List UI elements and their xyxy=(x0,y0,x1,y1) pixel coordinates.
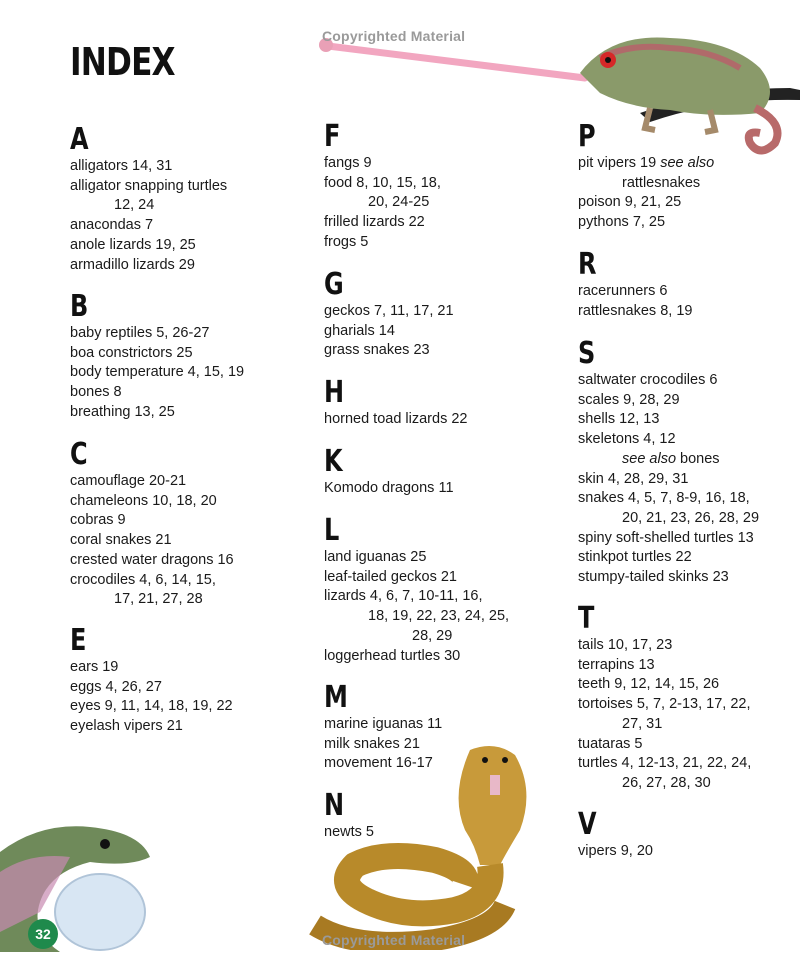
index-entry: fangs 9 xyxy=(324,155,372,171)
index-entry xyxy=(578,489,759,528)
index-entry xyxy=(324,174,441,213)
section-letter: L xyxy=(324,513,340,548)
index-entry: pythons 7, 25 xyxy=(578,214,666,231)
index-section-s xyxy=(578,336,760,588)
index-entry: alligators 14, 31 xyxy=(70,158,173,174)
see-also-note: see also xyxy=(660,155,715,171)
index-entry: armadillo lizards 29 xyxy=(70,256,195,273)
index-entry: Komodo dragons 11 xyxy=(324,480,454,496)
index-entry: ears 19 xyxy=(70,659,119,675)
index-entry xyxy=(578,430,759,469)
index-entry xyxy=(70,571,234,610)
section-letter: B xyxy=(70,289,89,324)
index-entry: spiny soft-shelled turtles 13 xyxy=(578,529,754,546)
index-entry: grass snakes 23 xyxy=(324,342,430,359)
entry-continuation: 26, 27, 28, 30 xyxy=(622,774,711,791)
index-entry xyxy=(578,754,751,793)
section-letter: H xyxy=(324,375,345,410)
entry-text: crocodiles 4, 6, 14, 15, xyxy=(70,571,216,588)
index-entry: teeth 9, 12, 14, 15, 26 xyxy=(578,676,720,693)
index-entry: anole lizards 19, 25 xyxy=(70,236,196,253)
index-entry: land iguanas 25 xyxy=(324,549,427,565)
entry-text: lizards 4, 6, 7, 10-11, 16, xyxy=(324,588,483,605)
index-entry: saltwater crocodiles 6 xyxy=(578,372,718,388)
index-entry: loggerhead turtles 30 xyxy=(324,647,461,664)
index-entry: gharials 14 xyxy=(324,322,395,339)
index-entry: racerunners 6 xyxy=(578,283,668,299)
index-section-h xyxy=(324,375,468,430)
section-letter: P xyxy=(578,119,596,154)
index-entry: eyelash vipers 21 xyxy=(70,718,183,735)
index-section-b xyxy=(70,289,245,423)
page-number-badge: 32 xyxy=(28,919,58,949)
index-entry: breathing 13, 25 xyxy=(70,403,175,420)
section-letter: S xyxy=(578,336,596,371)
copyright-watermark-bottom: Copyrighted Material xyxy=(322,932,466,948)
entry-text: snakes 4, 5, 7, 8-9, 16, 18, xyxy=(578,490,750,507)
section-letter: M xyxy=(324,680,348,715)
index-section-k xyxy=(324,444,454,499)
index-entry: frilled lizards 22 xyxy=(324,214,425,231)
index-entry xyxy=(578,154,714,193)
index-entry: chameleons 10, 18, 20 xyxy=(70,492,217,509)
index-entry: horned toad lizards 22 xyxy=(324,411,468,427)
index-entry xyxy=(70,177,227,216)
index-entry: tails 10, 17, 23 xyxy=(578,637,673,653)
index-entry: milk snakes 21 xyxy=(324,735,420,752)
entry-text: food 8, 10, 15, 18, xyxy=(324,174,441,191)
index-section-m xyxy=(324,680,443,774)
entry-continuation xyxy=(578,450,759,470)
index-entry: eyes 9, 11, 14, 18, 19, 22 xyxy=(70,698,233,715)
index-entry: tuataras 5 xyxy=(578,735,643,752)
entry-continuation: 17, 21, 27, 28 xyxy=(114,591,203,608)
entry-continuation: 12, 24 xyxy=(114,197,155,214)
index-section-l xyxy=(324,513,510,666)
entry-continuation: 20, 21, 23, 26, 28, 29 xyxy=(622,509,760,526)
index-section-v xyxy=(578,807,653,862)
index-entry: bones 8 xyxy=(70,384,122,401)
index-entry: baby reptiles 5, 26-27 xyxy=(70,325,210,341)
copyright-watermark-top: Copyrighted Material xyxy=(322,28,466,44)
index-entry: anacondas 7 xyxy=(70,217,154,234)
index-section-a xyxy=(70,122,228,275)
section-letter: T xyxy=(578,601,595,636)
index-entry: terrapins 13 xyxy=(578,656,655,673)
index-section-e xyxy=(70,623,233,737)
index-entry: coral snakes 21 xyxy=(70,532,172,549)
index-entry: vipers 9, 20 xyxy=(578,843,653,859)
index-entry: movement 16-17 xyxy=(324,755,433,772)
entry-text: turtles 4, 12-13, 21, 22, 24, xyxy=(578,755,752,772)
index-entry: skin 4, 28, 29, 31 xyxy=(578,470,689,487)
index-entry: body temperature 4, 15, 19 xyxy=(70,364,245,381)
section-letter: K xyxy=(324,444,343,479)
section-letter: R xyxy=(578,247,597,282)
section-letter: N xyxy=(324,788,345,823)
entry-continuation: 28, 29 xyxy=(412,627,453,644)
section-letter: E xyxy=(70,623,87,658)
index-section-n xyxy=(324,788,374,843)
index-entry: frogs 5 xyxy=(324,233,369,250)
index-section-c xyxy=(70,437,234,610)
index-entry: marine iguanas 11 xyxy=(324,716,443,732)
index-entry: shells 12, 13 xyxy=(578,411,660,428)
index-entry: camouflage 20-21 xyxy=(70,473,187,489)
entry-text: alligator snapping turtles xyxy=(70,177,228,194)
index-entry: newts 5 xyxy=(324,824,374,840)
entry-continuation-text: bones xyxy=(676,450,720,467)
index-entry: scales 9, 28, 29 xyxy=(578,391,680,408)
entry-text: skeletons 4, 12 xyxy=(578,431,676,448)
index-section-r xyxy=(578,247,693,321)
entry-continuation: 27, 31 xyxy=(622,715,663,732)
entry-continuation: rattlesnakes xyxy=(622,174,701,191)
index-section-f xyxy=(324,119,441,253)
index-entry: boa constrictors 25 xyxy=(70,344,193,361)
entry-text: tortoises 5, 7, 2-13, 17, 22, xyxy=(578,696,751,713)
index-entry: cobras 9 xyxy=(70,512,126,529)
index-section-g xyxy=(324,267,454,361)
section-letter: V xyxy=(578,807,597,842)
index-entry: eggs 4, 26, 27 xyxy=(70,678,162,695)
index-entry xyxy=(324,587,509,646)
snake-egg-illustration xyxy=(0,812,160,952)
entry-continuation: 18, 19, 22, 23, 24, 25, xyxy=(368,608,510,625)
index-section-p xyxy=(578,119,715,233)
index-entry: geckos 7, 11, 17, 21 xyxy=(324,303,454,319)
index-entry: rattlesnakes 8, 19 xyxy=(578,302,693,319)
section-letter: G xyxy=(324,267,344,302)
index-entry: stinkpot turtles 22 xyxy=(578,549,692,566)
entry-continuation: 20, 24-25 xyxy=(368,194,430,211)
section-letter: F xyxy=(324,119,341,154)
index-entry: crested water dragons 16 xyxy=(70,551,234,568)
index-entry: leaf-tailed geckos 21 xyxy=(324,568,457,585)
section-letter: A xyxy=(70,122,89,157)
index-entry: stumpy-tailed skinks 23 xyxy=(578,569,729,586)
section-letter: C xyxy=(70,437,88,472)
entry-text: pit vipers 19 xyxy=(578,155,661,171)
page-title: INDEX xyxy=(70,40,175,84)
index-entry: poison 9, 21, 25 xyxy=(578,194,682,211)
index-entry xyxy=(578,695,751,734)
see-also-note: see also xyxy=(622,450,677,467)
index-section-t xyxy=(578,601,752,794)
